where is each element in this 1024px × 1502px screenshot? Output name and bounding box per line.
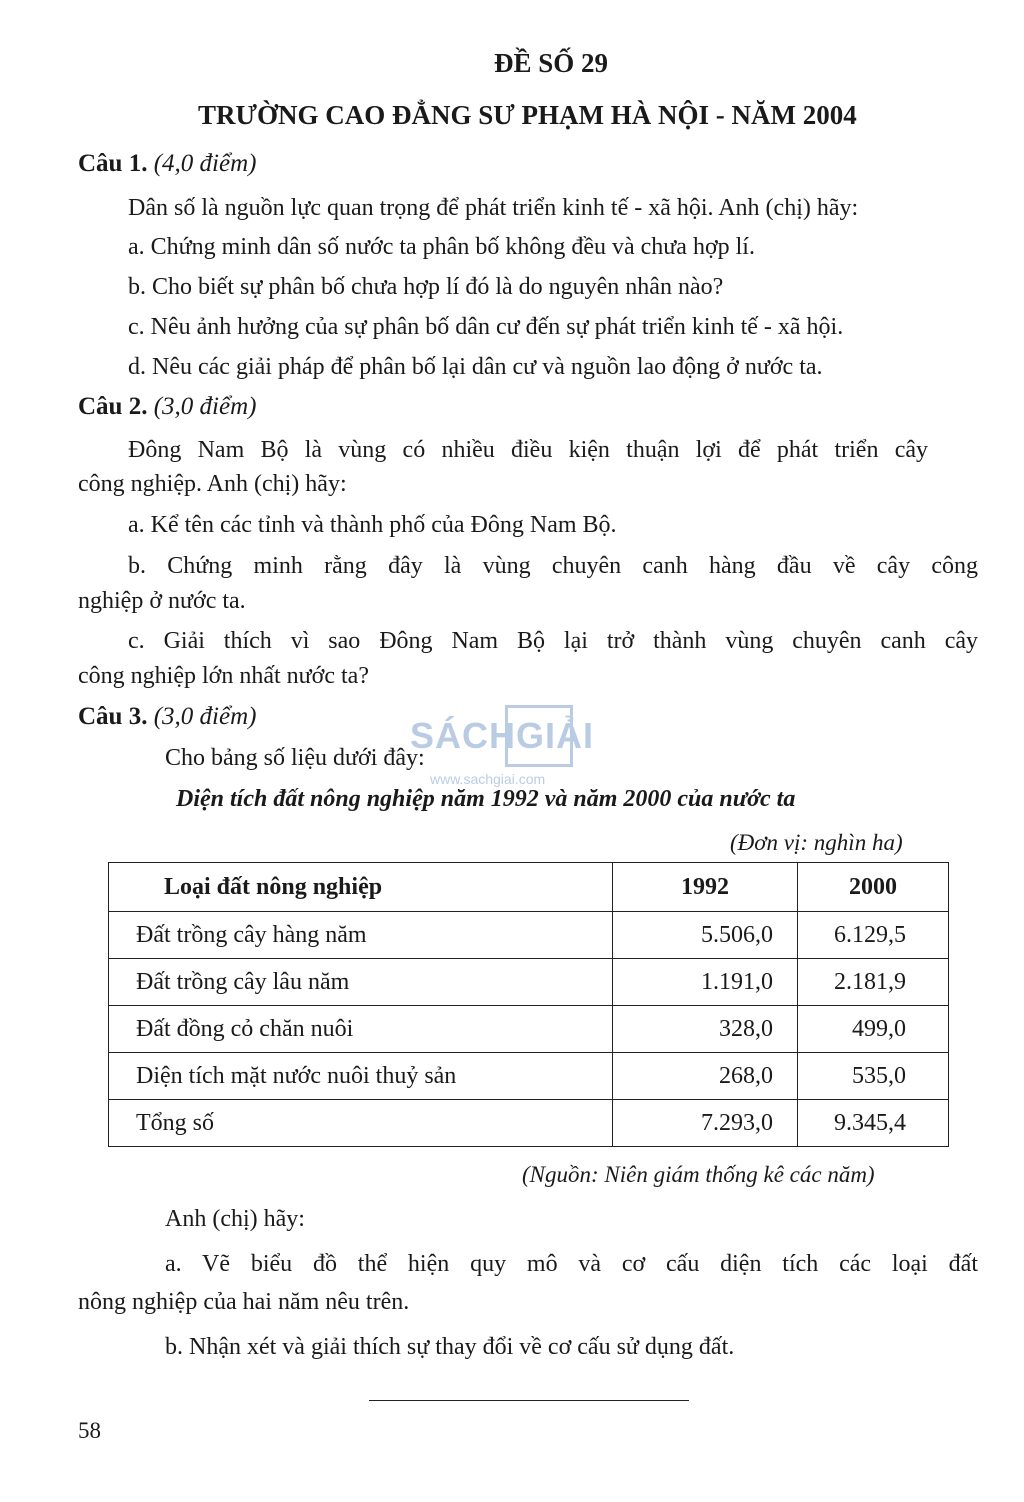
q2-part-c-line2: công nghiệp lớn nhất nước ta? (78, 663, 369, 689)
q1-intro: Dân số là nguồn lực quan trọng để phát triển kinh tế - xã hội. Anh (chị) hãy: (128, 195, 859, 221)
header-year-1992: 1992 (613, 863, 798, 912)
end-rule (369, 1400, 689, 1401)
q2-intro-line2: công nghiệp. Anh (chị) hãy: (78, 471, 347, 497)
q1-heading (78, 150, 256, 178)
exam-number: ĐỀ SỐ 29 (494, 48, 609, 78)
q3-part-a-line2: nông nghiệp của hai năm nêu trên. (78, 1289, 410, 1315)
cell-land-type: Diện tích mặt nước nuôi thuỷ sản (109, 1053, 613, 1100)
table-caption: Diện tích đất nông nghiệp năm 1992 và năm 2000 của nước ta (176, 786, 796, 812)
q1-part-c: c. Nêu ảnh hưởng của sự phân bố dân cư đến sự phát triển kinh tế - xã hội. (128, 314, 844, 340)
cell-land-type: Đất trồng cây lâu năm (109, 959, 613, 1006)
q3-heading (78, 703, 256, 731)
q3-intro: Cho bảng số liệu dưới đây: (165, 745, 425, 771)
cell-2000: 499,0 (798, 1006, 949, 1053)
cell-2000: 9.345,4 (798, 1100, 949, 1147)
q2-part-c-line1: c. Giải thích vì sao Đông Nam Bộ lại trở thành vùng chuyên canh cây (128, 628, 978, 654)
watermark-logo (410, 705, 620, 795)
header-land-type: Loại đất nông nghiệp (109, 863, 613, 912)
q1-label: Câu 1. (78, 150, 148, 177)
header-year-2000: 2000 (798, 863, 949, 912)
exam-school-year: TRƯỜNG CAO ĐẲNG SƯ PHẠM HÀ NỘI - NĂM 2004 (198, 100, 857, 130)
q1-part-d: d. Nêu các giải pháp để phân bố lại dân cư và nguồn lao động ở nước ta. (128, 354, 823, 380)
q2-points: (3,0 điểm) (153, 393, 257, 420)
cell-1992: 1.191,0 (613, 959, 798, 1006)
q2-heading (78, 393, 256, 421)
table-source: (Nguồn: Niên giám thống kê các năm) (522, 1162, 875, 1187)
q3-part-a-line1: a. Vẽ biểu đồ thể hiện quy mô và cơ cấu diện tích các loại đất (165, 1251, 978, 1277)
cell-1992: 7.293,0 (613, 1100, 798, 1147)
q1-points: (4,0 điểm) (153, 150, 257, 177)
table-row (109, 1053, 949, 1100)
q3-part-b: b. Nhận xét và giải thích sự thay đổi về cơ cấu sử dụng đất. (165, 1334, 735, 1360)
table-unit: (Đơn vị: nghìn ha) (730, 830, 903, 855)
watermark-brand: SÁCHGIẢI (410, 715, 595, 756)
cell-1992: 5.506,0 (613, 912, 798, 959)
watermark-url: www.sachgiai.com (430, 771, 546, 787)
cell-1992: 328,0 (613, 1006, 798, 1053)
q2-part-b-line2: nghiệp ở nước ta. (78, 588, 246, 614)
q2-part-a: a. Kể tên các tỉnh và thành phố của Đông Nam Bộ. (128, 512, 617, 538)
table-header-row (109, 863, 949, 912)
page-number: 58 (78, 1418, 101, 1443)
q3-points: (3,0 điểm) (153, 703, 257, 730)
q3-ask: Anh (chị) hãy: (165, 1206, 305, 1232)
cell-1992: 268,0 (613, 1053, 798, 1100)
agricultural-land-table (108, 862, 949, 1147)
cell-2000: 6.129,5 (798, 912, 949, 959)
cell-land-type: Tổng số (109, 1100, 613, 1147)
table-row (109, 1006, 949, 1053)
table-row (109, 959, 949, 1006)
q2-part-b-line1: b. Chứng minh rằng đây là vùng chuyên canh hàng đầu về cây công (128, 553, 978, 579)
cell-2000: 535,0 (798, 1053, 949, 1100)
table-row (109, 912, 949, 959)
q2-label: Câu 2. (78, 393, 148, 420)
table-row-total (109, 1100, 949, 1147)
cell-land-type: Đất trồng cây hàng năm (109, 912, 613, 959)
q1-part-b: b. Cho biết sự phân bố chưa hợp lí đó là do nguyên nhân nào? (128, 274, 724, 300)
q2-intro-line1: Đông Nam Bộ là vùng có nhiều điều kiện thuận lợi để phát triển cây (128, 437, 928, 463)
cell-2000: 2.181,9 (798, 959, 949, 1006)
q3-label: Câu 3. (78, 703, 148, 730)
cell-land-type: Đất đồng cỏ chăn nuôi (109, 1006, 613, 1053)
q1-part-a: a. Chứng minh dân số nước ta phân bố không đều và chưa hợp lí. (128, 234, 755, 260)
